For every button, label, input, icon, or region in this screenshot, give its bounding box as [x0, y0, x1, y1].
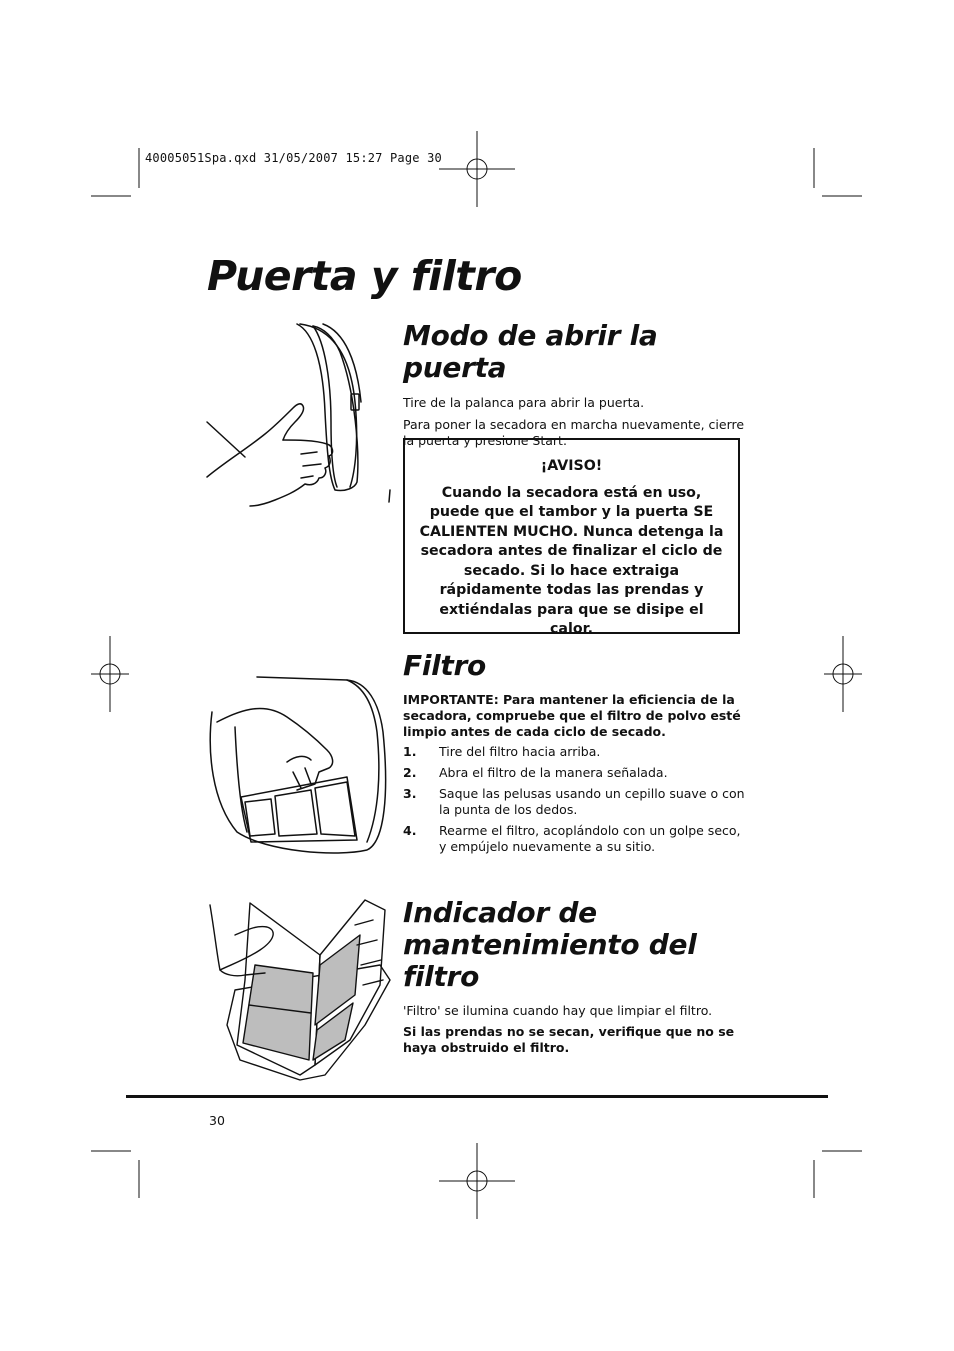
step-text: Rearme el filtro, acoplándolo con un golpe seco, y empújelo nuevamente a su sitio.: [439, 823, 741, 854]
door-para-1: Tire de la palanca para abrir la puerta.: [403, 395, 645, 410]
door-illustration: [205, 322, 395, 507]
warning-title: ¡AVISO!: [540, 458, 603, 474]
filter-steps: [403, 744, 748, 855]
filter-open-illustration: [205, 895, 390, 1085]
page-number: 30: [209, 1113, 225, 1128]
step-number: 4.: [403, 823, 417, 838]
step-number: 2.: [403, 765, 417, 780]
indicator-para-1: 'Filtro' se ilumina cuando hay que limpiar el filtro.: [403, 1003, 713, 1018]
file-slug: 40005051Spa.qxd 31/05/2007 15:27 Page 30: [145, 151, 442, 165]
indicator-heading-line1: Indicador de: [403, 896, 597, 929]
list-item: [403, 823, 748, 855]
page-title: Puerta y filtro: [207, 252, 522, 300]
filter-heading: Filtro: [403, 649, 486, 682]
list-item: [403, 786, 748, 818]
warning-text: Cuando la secadora está en uso, puede que el tambor y la puerta SE CALIENTEN MUCHO. Nunca detenga la secadora antes de finalizar el ciclo de secado. Si lo hace extraiga rápidamente todas las prendas y extiéndalas para que se disipe el calor.: [419, 484, 724, 637]
step-number: 3.: [403, 786, 417, 801]
filter-important: IMPORTANTE: Para mantener la eficiencia de la secadora, compruebe que el filtro de polvo esté limpio antes de cada ciclo de secado.: [403, 692, 741, 739]
filter-illustration: [207, 672, 392, 857]
step-number: 1.: [403, 744, 417, 759]
door-para-2: Para poner la secadora en marcha nuevamente, cierre la puerta y presione Start.: [403, 417, 745, 448]
indicator-section: [403, 897, 748, 1056]
indicator-para-2: Si las prendas no se secan, verifique que no se haya obstruido el filtro.: [403, 1024, 735, 1055]
step-text: Saque las pelusas usando un cepillo suave o con la punta de los dedos.: [439, 786, 745, 817]
filter-section: [403, 650, 748, 860]
step-text: Tire del filtro hacia arriba.: [439, 744, 601, 759]
warning-box: [403, 438, 740, 637]
door-section: [403, 320, 748, 449]
indicator-heading-line2: mantenimiento del filtro: [403, 928, 697, 993]
door-heading: Modo de abrir la puerta: [403, 319, 658, 384]
step-text: Abra el filtro de la manera señalada.: [439, 765, 668, 780]
footer-rule: [126, 1095, 828, 1098]
indicator-heading: [403, 897, 748, 993]
list-item: [403, 765, 748, 781]
list-item: [403, 744, 748, 760]
